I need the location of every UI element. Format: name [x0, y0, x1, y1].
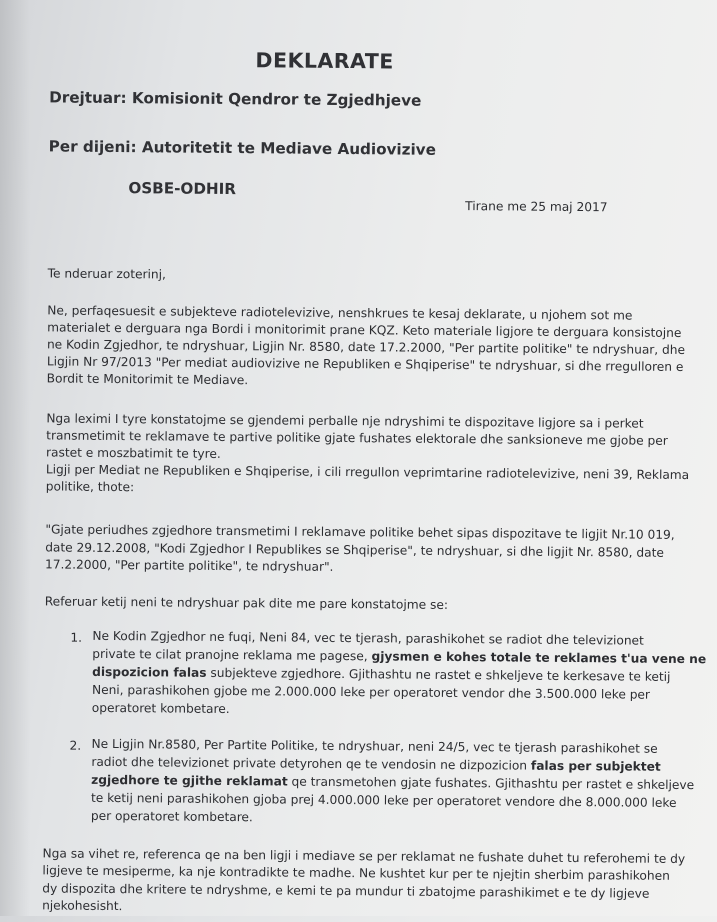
list-number: 1. [70, 630, 83, 645]
list-text: subjekteve zgjedhore. Gjithashtu ne rastet e shkeljeve te kerkesave te ketij [206, 665, 671, 684]
paragraph-line: ligjeve te mesiperme, ka nje kontradikte te madhe. Ne kushtet kur per te njejtin sherbim parashikohen [42, 863, 670, 884]
addressed-to: Drejtuar: Komisionit Qendror te Zgjedhjeve [49, 88, 422, 110]
paragraph-line: Bordit te Monitorimit te Mediave. [46, 371, 249, 387]
list-text: radiot dhe televizionet private detyrohen qe te vendosin ne dizpozicion [91, 754, 531, 773]
paragraph-line: Nga sa vihet re, referenca qe na ben ligji i mediave se per reklamat ne fushate duhet tu referohemi te dy [42, 846, 686, 867]
list-item-2 [91, 736, 695, 831]
paragraph-line: njekohesisht. [42, 898, 123, 913]
quote-line: 17.2.2000, "Per partite politike", te ndryshuar". [45, 557, 334, 574]
quote-line: "Gjate periudhes zgjedhore transmetimi I reklamave politike behet sipas dispozitave te ligjit Nr.10 019, [45, 522, 675, 542]
salutation: Te nderuar zoterinj, [47, 266, 166, 282]
bold-text: gjysmen e kohes totale te reklames t'ua vene ne [371, 649, 707, 667]
referring-line: Referuar ketij neni te ndryshuar pak dite me pare konstatojme se: [44, 594, 449, 612]
paragraph-line: transmetimit te reklamave te partive politike gjate fushates elektorale dhe sanksioneve me gjobe per [46, 428, 668, 448]
paragraph-line: Ligjin Nr 97/2013 "Per mediat audiovizive ne Republiken e Shqiperise" te ndryshuar, si dhe rregulloren e [46, 354, 684, 374]
bold-text: falas per subjektet [530, 758, 661, 774]
paragraph-line: materialet e derguara nga Bordi i monitorimit prane KQZ. Keto materiale ligjore te derguara konsistojne [47, 320, 682, 340]
paragraph-line: ne Kodin Zgjedhor, te ndryshuar, Ligjin Nr. 8580, date 17.2.2000, "Per partite politike" te ndryshuar, dhe [46, 337, 686, 357]
document-date: Tirane me 25 maj 2017 [465, 199, 608, 215]
osbe-odhir: OSBE-ODHIR [128, 179, 237, 199]
paragraph-2 [46, 410, 690, 500]
list-number: 2. [69, 738, 82, 753]
list-line: per operatoret kombetare. [90, 808, 253, 824]
list-line: te ketij neni parashikohen gjoba prej 4.000.000 leke per operatoret vendore dhe 8.000.000 leke [90, 790, 677, 810]
for-information: Per dijeni: Autoritetit te Mediave Audiovizive [48, 137, 437, 159]
paragraph-line: politike, thote: [45, 479, 135, 494]
list-line: operatoret kombetare. [91, 700, 230, 716]
paragraph-1 [47, 302, 686, 392]
list-line: Ne Ligjin Nr.8580, Per Partite Politike, te ndryshuar, neni 24/5, vec te tjerash parashikohet se [91, 736, 658, 756]
paragraph-line: Ne, perfaqesuesit e subjekteve radiotelevizive, nenshkrues te kesaj deklarate, u njohem sot me [47, 303, 633, 323]
list-item-1 [92, 628, 707, 723]
bold-text: zgjedhore te gjithe reklamat [91, 772, 288, 789]
quote-line: date 29.12.2008, "Kodi Zgjedhor I Republikes se Shqiperise", te ndryshuar, si dhe ligjit Nr. 8580, date [45, 539, 664, 560]
quoted-article [45, 521, 675, 579]
bold-text: dispozicion falas [92, 664, 207, 680]
paragraph-line: dy dispozita dhe kritere te ndryshme, e kemi te pa mundur ti zbatojme parashikimet e te dy ligjeve [42, 880, 650, 901]
closing-paragraph [42, 845, 685, 920]
paragraph-line: Ligji per Mediat ne Republiken e Shqiperise, i cili rregullon veprimtarine radiotelevizive, neni 39, Reklama [45, 462, 690, 482]
document-title: DEKLARATE [255, 48, 394, 74]
paragraph-line: Nga leximi I tyre konstatojme se gjendemi perballe nje ndryshimi te dispozitave ligjore sa i perket [46, 411, 644, 431]
list-text: qe transmetohen gjate fushates. Gjithashtu per rastet e shkeljeve [287, 774, 695, 792]
paragraph-line: rastet e moszbatimit te tyre. [45, 445, 221, 461]
list-line: Ne Kodin Zgjedhor ne fuqi, Neni 84, vec te tjerash, parashikohet se radiot dhe televizionet [92, 628, 644, 648]
list-text: private te cilat pranojne reklama me pagese, [92, 646, 372, 664]
list-line: Neni, parashikohen gjobe me 2.000.000 leke per operatoret vendor dhe 3.500.000 leke per [91, 682, 651, 702]
